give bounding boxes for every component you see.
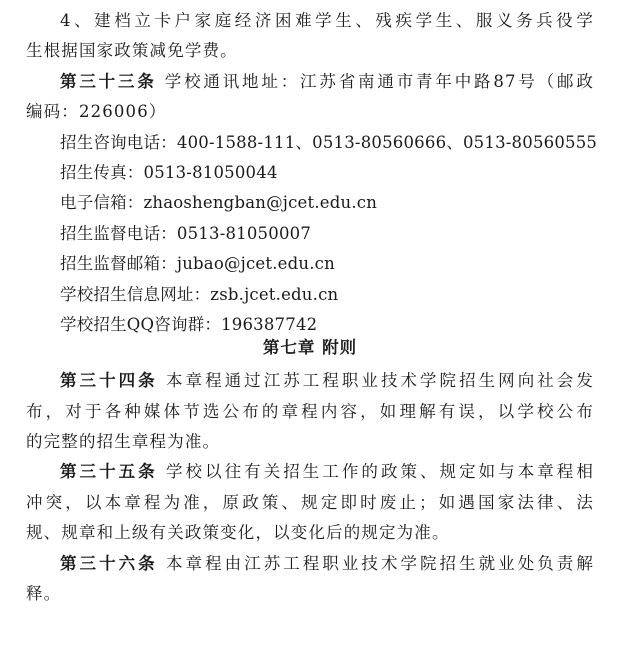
- article32-item4-line2: 生根据国家政策减免学费。: [26, 41, 238, 61]
- article33-label: 第三十三条: [60, 71, 157, 91]
- document-page: [26, 6, 598, 609]
- article35-label: 第三十五条: [60, 462, 158, 482]
- qq-consult-group: 学校招生QQ咨询群：196387742: [60, 314, 318, 334]
- supervision-phone: 招生监督电话：0513-81050007: [60, 223, 312, 243]
- article35-line1: [26, 457, 594, 487]
- article34-label: 第三十四条: [60, 371, 158, 391]
- article36-label: 第三十六条: [60, 553, 158, 573]
- article34-line2: 布，对于各种媒体节选公布的章程内容，如理解有误，以学校公布: [26, 401, 594, 421]
- article35-line2: 冲突，以本章程为准，原政策、规定即时废止；如遇国家法律、法: [26, 492, 594, 512]
- article36-line2: 释。: [26, 584, 62, 604]
- chapter-title: 第七章 附则: [262, 338, 358, 358]
- supervision-email: 招生监督邮箱：jubao@jcet.edu.cn: [60, 254, 335, 274]
- admission-email: 电子信箱：zhaoshengban@jcet.edu.cn: [60, 193, 378, 213]
- admission-phone: 招生咨询电话：400-1588-111、0513-80560666、0513-80560555: [60, 132, 598, 152]
- admission-fax: 招生传真：0513-81050044: [60, 162, 278, 182]
- article36-line1: [26, 549, 594, 579]
- article35-text1: 学校以往有关招生工作的政策、规定如与本章程相: [166, 462, 594, 482]
- article34-text1: 本章程通过江苏工程职业技术学院招生网向社会发: [166, 371, 594, 391]
- article34-line3: 的完整的招生章程为准。: [26, 432, 221, 452]
- article32-item4-line1: 4、建档立卡户家庭经济困难学生、残疾学生、服义务兵役学: [60, 11, 594, 30]
- article36-text1: 本章程由江苏工程职业技术学院招生就业处负责解: [166, 553, 594, 573]
- article33-address-line1: [26, 67, 594, 97]
- article34-line1: [26, 366, 594, 396]
- article33-address-text: 学校通讯地址：江苏省南通市青年中路87号（邮政: [164, 71, 594, 91]
- article33-address-line2: 编码：226006）: [26, 102, 167, 122]
- article35-line3: 规、规章和上级有关政策变化，以变化后的规定为准。: [26, 523, 450, 543]
- admission-website: 学校招生信息网址：zsb.jcet.edu.cn: [60, 284, 339, 304]
